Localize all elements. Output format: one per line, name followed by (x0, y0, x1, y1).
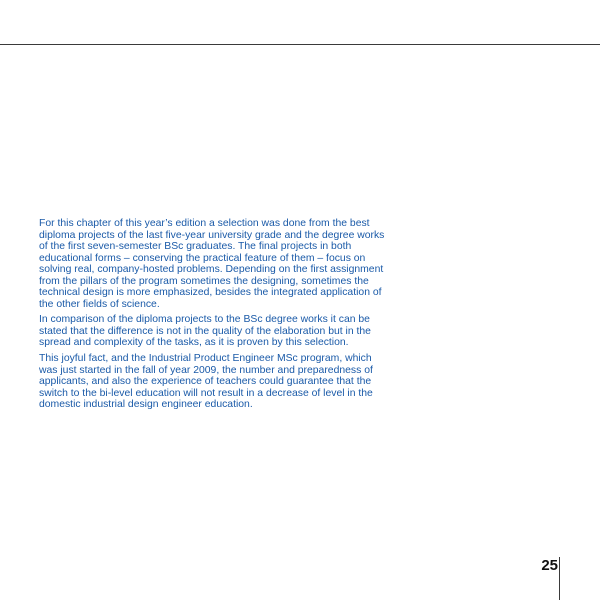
page-number-rule (559, 557, 560, 600)
page-number: 25 (541, 557, 558, 574)
paragraph-2: In comparison of the diploma projects to the BSc degree works it can be stated that the difference is not in the quality of the elaboration but in the spread and complexity of the tasks, as it is proven by this selection. (39, 314, 371, 349)
body-text (39, 218, 389, 415)
paragraph-1: For this chapter of this year’s edition a selection was done from the best diploma projects of the last five-year university grade and the degree works of the first seven-semester BSc graduates. The final projects in both educational forms – conserving the practical feature of them – focus on solving real, company-hosted problems. Depending on the first assignment from the pillars of the program sometimes the designing, sometimes the technical design is more emphasized, besides the integrated application of the other fields of science. (39, 218, 385, 310)
paragraph-3: This joyful fact, and the Industrial Product Engineer MSc program, which was just started in the fall of year 2009, the number and preparedness of applicants, and also the experience of teachers could guarantee that the switch to the bi-level education will not result in a decrease of level in the domestic industrial design engineer education. (39, 353, 373, 411)
top-rule (0, 44, 600, 45)
